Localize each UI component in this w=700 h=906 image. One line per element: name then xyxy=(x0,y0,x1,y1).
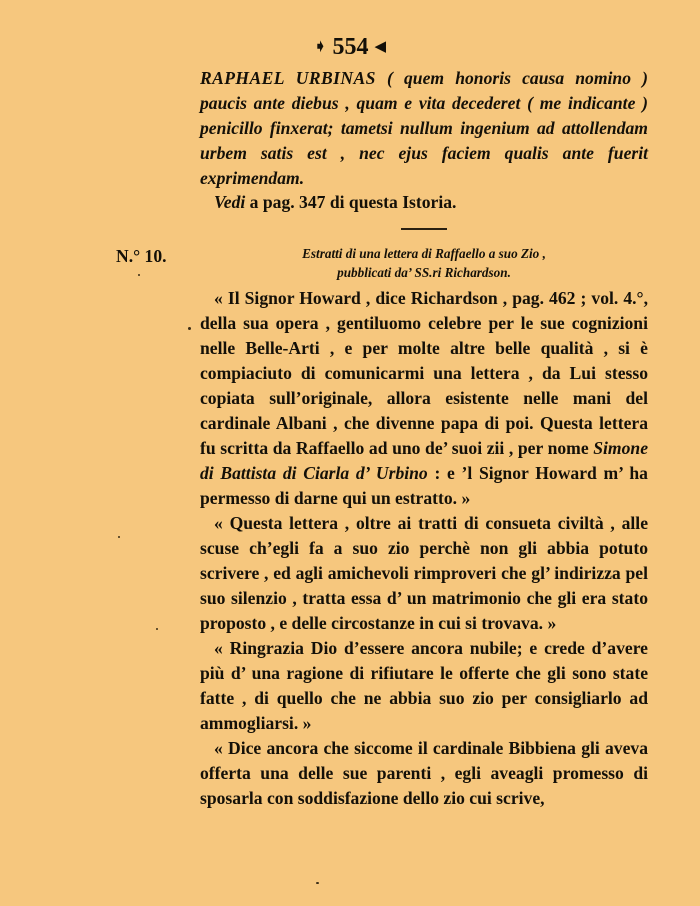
page-number xyxy=(0,34,700,61)
uncle-name: Simone di Battista di Ciarla d’ Urbino xyxy=(200,438,648,483)
ink-speck xyxy=(188,327,191,330)
heading-line-1: Estratti di una lettera di Raffaello a suo Zio , xyxy=(302,246,546,261)
paragraph-3: « Ringrazia Dio d’essere ancora nubile; e crede d’avere più d’ una ragione di rifiutare le offerte che gli sono state fatte , di quello che ne abbia suo zio per consigliarlo ad ammogliarsi. » xyxy=(200,638,648,733)
ink-speck xyxy=(156,628,158,630)
paragraph-1-b: : e ’l Signor Howard m’ ha permesso di darne qui un estratto. » xyxy=(200,463,648,508)
page-number-text: 554 xyxy=(332,34,369,60)
reference-vedi: Vedi xyxy=(214,192,246,212)
ink-speck xyxy=(118,536,120,538)
ornament-left-icon: ➧ xyxy=(313,39,327,55)
paragraph-4: « Dice ancora che siccome il cardinale Bibbiena gli aveva offerta una delle sue parenti , egli aveagli promesso di sposarla con soddisfazione dello zio cui scrive, xyxy=(200,738,648,808)
document-heading xyxy=(200,244,648,282)
raphael-name: RAPHAEL URBINAS xyxy=(200,68,376,88)
section-divider xyxy=(401,228,447,230)
document-number: N.° 10. xyxy=(116,246,167,266)
ink-speck xyxy=(316,882,319,884)
ornament-right-icon: ◀ xyxy=(374,39,387,55)
heading-line-2: pubblicati da’ SS.ri Richardson. xyxy=(337,265,511,280)
body-text xyxy=(200,286,648,811)
reference-line xyxy=(200,190,648,215)
paragraph-1 xyxy=(200,286,648,511)
top-paragraph xyxy=(200,66,648,191)
paragraph-1-a: « Il Signor Howard , dice Richardson , pag. 462 ; vol. 4.°, della sua opera , gentiluomo celebre per le sue cognizioni nelle Belle-Arti , e per molte altre belle qualità , si è compiaciuto di comunicarmi una lettera , da Lui stesso copiata sull’originale, allora esistente nelle mani del cardinale Albani , che divenne papa di poi. Questa lettera fu scritta da Raffaello ad uno de’ suoi zii , per nome xyxy=(200,288,648,458)
reference-rest: a pag. 347 di questa Istoria. xyxy=(245,192,457,212)
paragraph-2: « Questa lettera , oltre ai tratti di consueta civiltà , alle scuse ch’egli fa a suo zio perchè non gli abbia potuto scrivere , ed agli amichevoli rimproveri che gl’ indirizza pel suo silenzio , tratta essa d’ un matrimonio che gli era stato proposto , e delle circostanze in cui si trovava. » xyxy=(200,513,648,633)
ink-speck xyxy=(138,274,140,276)
latin-text: ( quem honoris causa nomino ) paucis ante diebus , quam e vita decederet ( me indicante ) penicillo finxerat; tametsi nullum ingenium ad attollendam urbem satis est , nec ejus faciem qualis ante fuerit exprimendam. xyxy=(200,68,648,188)
